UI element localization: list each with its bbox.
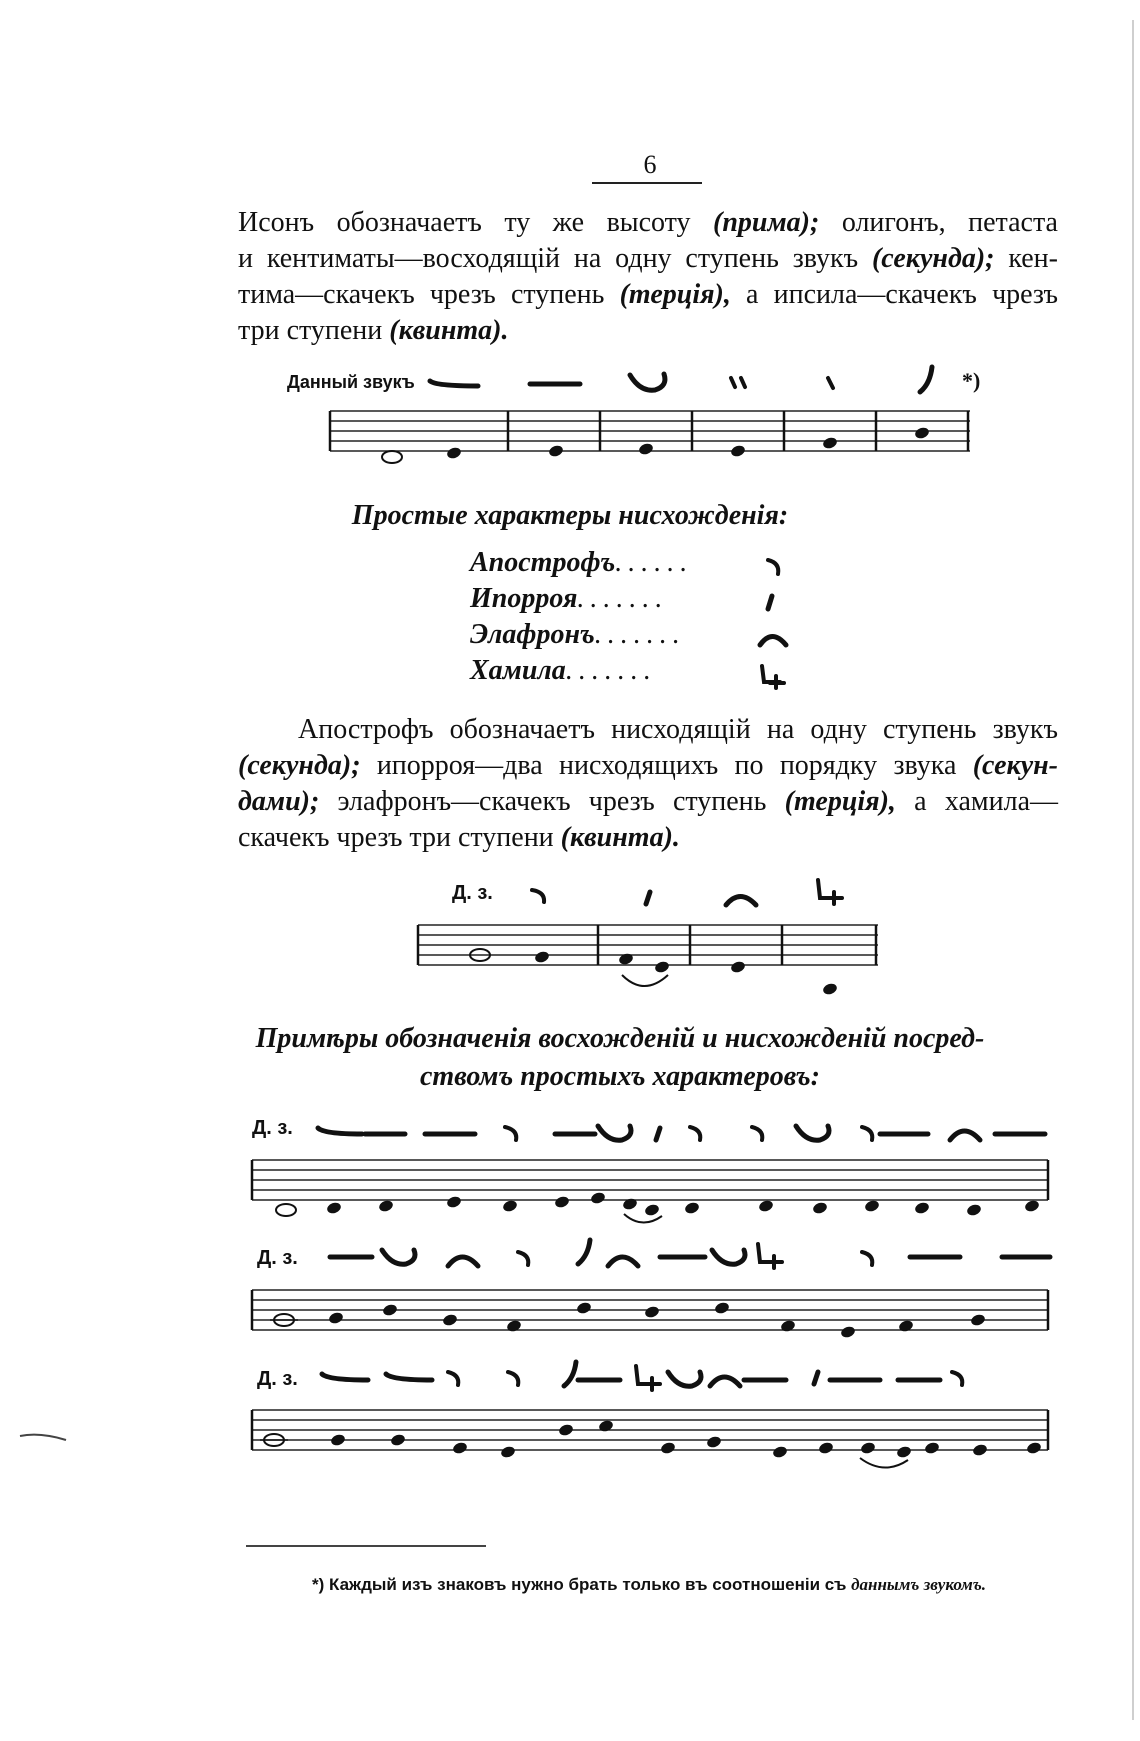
para1-line-1: Исонъ обозначаетъ ту же высоту (прима); олигонъ, петаста <box>238 207 1058 238</box>
apostrophe-neume-icon <box>752 1127 762 1140</box>
example3-staff-3 <box>252 1408 1052 1488</box>
para1-line-3: тима—скачекъ чрезъ ступень (терція), а ипсила—скачекъ чрезъ <box>238 279 1058 310</box>
para2-line-4: скачекъ чрезъ три ступени (квинта). <box>238 822 680 853</box>
ypsili-neume-icon <box>578 1240 590 1264</box>
list-item: Элафронъ ....... <box>470 619 686 650</box>
apostrophe-neume-icon <box>952 1372 962 1385</box>
petasti-neume-icon <box>382 1250 415 1264</box>
apostrophe-neume-icon <box>508 1372 518 1385</box>
apostrophe-neume-icon <box>690 1127 700 1140</box>
ison-neume-icon <box>318 1128 362 1134</box>
example3-staff-2 <box>252 1288 1052 1348</box>
heading-descending: Простые характеры нисхожденія: <box>351 500 789 531</box>
ison-neume-icon <box>322 1374 368 1380</box>
apostrophe-neume-icon <box>505 1127 516 1140</box>
footnote-separator <box>246 1545 486 1547</box>
example3-label-3: Д. з. <box>257 1368 298 1390</box>
example3-label-1: Д. з. <box>252 1117 293 1139</box>
para1-line-2: и кентиматы—восходящій на одну ступень звукъ (секунда); кен- <box>238 243 1058 274</box>
apostrophe-neume-icon <box>862 1252 872 1265</box>
heading-examples-line-2: ствомъ простыхъ характеровъ: <box>420 1061 820 1092</box>
page-number: 6 <box>643 150 657 179</box>
example1-label: Данный звукъ <box>287 372 415 392</box>
example3-staff-1 <box>252 1158 1052 1233</box>
apostrophe-neume-icon <box>862 1127 872 1140</box>
heading-examples-line-1: Примѣры обозначенія восхожденій и нисхожденій посред- <box>255 1023 985 1054</box>
elafron-neume-icon <box>448 1257 478 1266</box>
scan-edge-line <box>1132 20 1134 1720</box>
petasti-neume-icon <box>598 1126 631 1140</box>
list-item: Апострофъ ...... <box>470 547 694 578</box>
footnote-mark: *) <box>962 368 981 393</box>
para2-line-2: (секунда); ипорроя—два нисходящихъ по порядку звука (секун- <box>238 750 1058 781</box>
example3-label-2: Д. з. <box>257 1247 298 1269</box>
ypsili-neume-icon <box>564 1362 576 1386</box>
elafron-neume-icon <box>608 1257 638 1266</box>
iporroi-neume-icon <box>656 1128 660 1140</box>
apostrophe-neume-icon <box>518 1252 528 1265</box>
petasti-neume-icon <box>712 1250 745 1264</box>
para2-line-1: Апострофъ обозначаетъ нисходящій на одну ступень звукъ <box>298 714 1058 745</box>
elafron-neume-icon <box>950 1131 980 1140</box>
example2-label: Д. з. <box>452 882 493 904</box>
para2-line-3: дами); элафронъ—скачекъ чрезъ ступень (терція), а хамила— <box>238 786 1058 817</box>
list-item: Ипорроя ....... <box>470 583 669 614</box>
petasti-neume-icon <box>796 1126 829 1140</box>
petasti-neume-icon <box>668 1372 701 1386</box>
apostrophe-neume-icon <box>448 1372 458 1385</box>
list-item: Хамила ....... <box>470 655 657 686</box>
scan-artifact <box>0 0 120 1741</box>
chamili-neume-icon <box>636 1366 660 1390</box>
iporroi-neume-icon <box>814 1372 818 1384</box>
para1-line-4: три ступени (квинта). <box>238 315 509 346</box>
footnote: *) Каждый изъ знаковъ нужно брать только въ соотношеніи съ даннымъ звукомъ. <box>312 1575 987 1594</box>
ison-neume-icon <box>386 1374 432 1380</box>
chamili-neume-icon <box>758 1244 782 1268</box>
elafron-neume-icon <box>710 1377 740 1386</box>
